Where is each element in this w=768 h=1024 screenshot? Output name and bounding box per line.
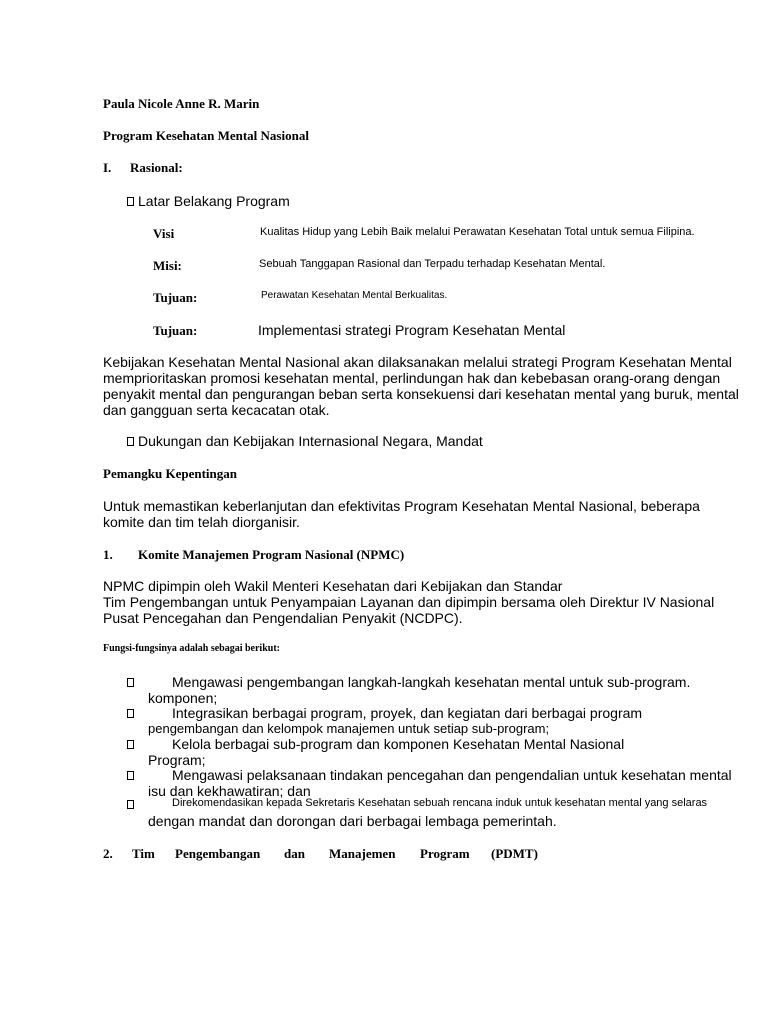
pemangku-paragraph: Untuk memastikan keberlanjutan dan efektivitas Program Kesehatan Mental Nasional, beberapa komite dan tim telah diorganisir.	[103, 498, 700, 530]
misi-text: Sebuah Tanggapan Rasional dan Terpadu terhadap Kesehatan Mental.	[259, 258, 606, 270]
pdmt-word: (PDMT)	[491, 846, 538, 861]
missing-glyph-icon	[127, 437, 134, 446]
npmc-heading: Komite Manajemen Program Nasional (NPMC)	[138, 547, 405, 562]
pemangku-heading: Pemangku Kepentingan	[103, 466, 237, 481]
function-line: Mengawasi pengembangan langkah-langkah kesehatan mental untuk sub-program.	[172, 674, 691, 690]
missing-glyph-icon	[127, 740, 134, 749]
function-line-continued: dengan mandat dan dorongan dari berbagai lembaga pemerintah.	[148, 813, 557, 829]
visi-label: Visi	[153, 226, 175, 241]
author-name: Paula Nicole Anne R. Marin	[103, 96, 260, 111]
missing-glyph-icon	[127, 771, 134, 780]
dukungan-heading: Dukungan dan Kebijakan Internasional Negara, Mandat	[138, 433, 483, 449]
missing-glyph-icon	[127, 678, 134, 687]
kebijakan-paragraph: Kebijakan Kesehatan Mental Nasional akan dilaksanakan melalui strategi Program Kesehatan Mental memprioritaskan promosi kesehatan mental, perlindungan hak dan kebebasan orang-orang dengan penyakit mental dan pengurangan beban serta konsekuensi dari kesehatan mental yang buruk, mental dan gangguan serta kecacatan otak.	[103, 354, 739, 418]
function-line-continued: isu dan kekhawatiran; dan	[148, 783, 311, 799]
missing-glyph-icon	[127, 197, 134, 206]
npmc-line-3: Pusat Pencegahan dan Pengendalian Penyakit (NCDPC).	[103, 610, 463, 626]
npmc-number: 1.	[103, 547, 113, 562]
section-number: I.	[103, 160, 112, 175]
npmc-line-1: NPMC dipimpin oleh Wakil Menteri Kesehatan dari Kebijakan dan Standar	[103, 578, 563, 594]
function-line-continued: komponen;	[148, 690, 218, 706]
tujuan-text-1: Perawatan Kesehatan Mental Berkualitas.	[261, 290, 448, 301]
npmc-line-2: Tim Pengembangan untuk Penyampaian Layanan dan dipimpin bersama oleh Direktur IV Nasional	[103, 594, 715, 610]
pdmt-number: 2.	[103, 846, 113, 861]
function-line-continued: Program;	[148, 752, 206, 768]
pdmt-word: Manajemen	[329, 846, 396, 861]
pdmt-word: dan	[284, 846, 305, 861]
pdmt-word: Pengembangan	[175, 846, 261, 861]
section-title: Rasional:	[130, 160, 183, 175]
latar-belakang-heading: Latar Belakang Program	[138, 193, 290, 209]
document-title: Program Kesehatan Mental Nasional	[103, 128, 309, 143]
function-line: Kelola berbagai sub-program dan komponen Kesehatan Mental Nasional	[172, 736, 625, 752]
visi-text: Kualitas Hidup yang Lebih Baik melalui Perawatan Kesehatan Total untuk semua Filipina.	[260, 226, 695, 238]
function-line-continued: pengembangan dan kelompok manajemen untuk setiap sub-program;	[148, 721, 550, 736]
pdmt-word: Tim	[132, 846, 155, 861]
function-line: Mengawasi pelaksanaan tindakan pencegahan dan pengendalian untuk kesehatan mental	[172, 767, 732, 783]
fungsi-heading: Fungsi-fungsinya adalah sebagai berikut:	[103, 643, 280, 654]
missing-glyph-icon	[127, 800, 134, 809]
pdmt-word: Program	[420, 846, 470, 861]
function-line: Direkomendasikan kepada Sekretaris Kesehatan sebuah rencana induk untuk kesehatan mental yang selaras	[172, 797, 708, 809]
missing-glyph-icon	[127, 709, 134, 718]
tujuan-label-1: Tujuan:	[153, 290, 198, 305]
tujuan-text-2: Implementasi strategi Program Kesehatan Mental	[258, 322, 566, 338]
function-line: Integrasikan berbagai program, proyek, dan kegiatan dari berbagai program	[172, 705, 643, 721]
misi-label: Misi:	[153, 258, 182, 273]
tujuan-label-2: Tujuan:	[153, 323, 198, 338]
